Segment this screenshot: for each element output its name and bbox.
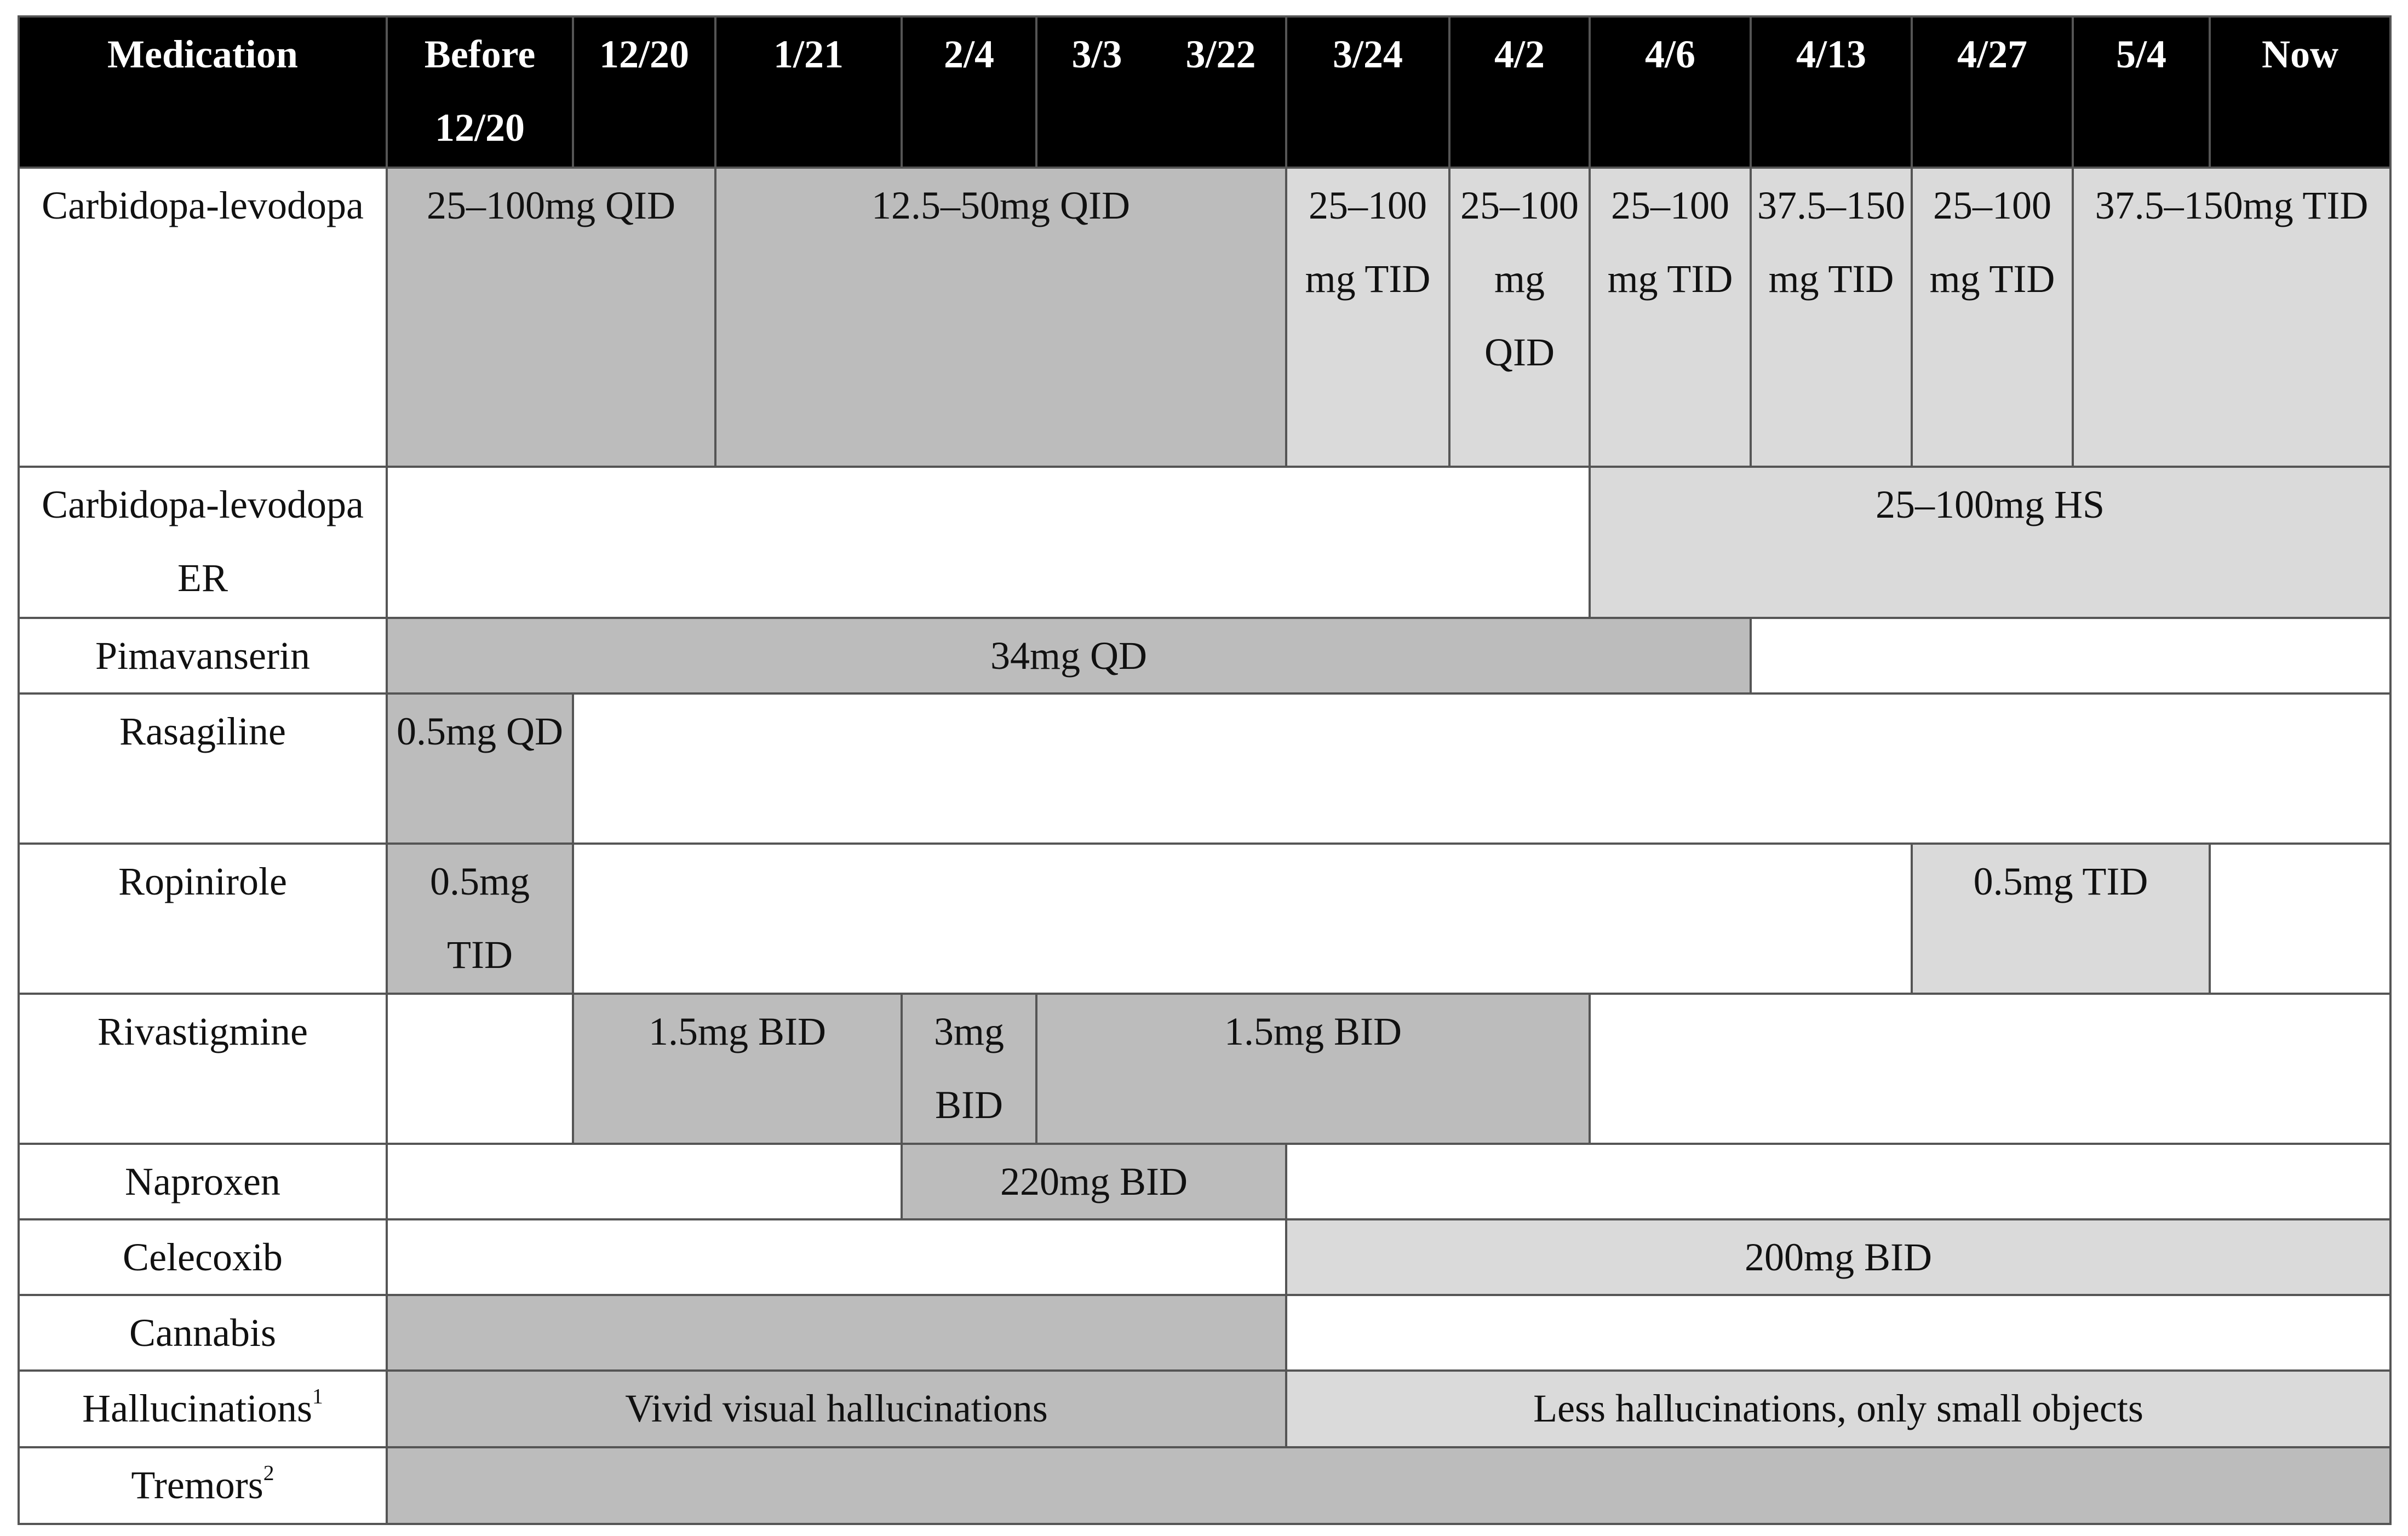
drug-name: Cannabis	[19, 1295, 387, 1371]
dose-cell: 25–100 mg TID	[1590, 168, 1751, 467]
medication-timeline-table	[18, 15, 2392, 1525]
header-date-4-6: 4/6	[1590, 16, 1751, 168]
dose-cell: 200mg BID	[1286, 1219, 2390, 1295]
row-naproxen	[19, 1144, 2390, 1219]
drug-name: Carbidopa-levodopa ER	[19, 467, 387, 618]
dose-cell: 37.5–150mg TID	[2073, 168, 2390, 467]
empty-cell	[573, 844, 1912, 994]
empty-cell	[387, 467, 1590, 618]
tremors-label: Tremors	[131, 1463, 263, 1507]
empty-cell	[573, 694, 2390, 844]
dose-cell: 12.5–50mg QID	[715, 168, 1286, 467]
dose-cell: 0.5mg TID	[1912, 844, 2210, 994]
symptom-cell	[387, 1447, 2390, 1524]
drug-name	[19, 1447, 387, 1524]
row-tremors	[19, 1447, 2390, 1524]
drug-name	[19, 1371, 387, 1447]
symptom-cell: Less hallucinations, only small objects	[1286, 1371, 2390, 1447]
header-date-2-4: 2/4	[902, 16, 1036, 168]
row-celecoxib	[19, 1219, 2390, 1295]
header-date-1-21: 1/21	[715, 16, 902, 168]
header-date-3-3: 3/3	[1071, 32, 1122, 76]
row-carbidopa-levodopa-er	[19, 467, 2390, 618]
drug-name: Rivastigmine	[19, 994, 387, 1144]
dose-cell: 34mg QD	[387, 618, 1751, 694]
row-carbidopa-levodopa	[19, 168, 2390, 467]
dose-cell: 25–100 mg TID	[1912, 168, 2073, 467]
empty-cell	[387, 994, 573, 1144]
header-row	[19, 16, 2390, 168]
drug-name: Ropinirole	[19, 844, 387, 994]
dose-cell: 0.5mg QD	[387, 694, 573, 844]
dose-cell: 25–100mg HS	[1590, 467, 2390, 618]
footnote-marker: 1	[312, 1384, 323, 1408]
empty-cell	[387, 1219, 1286, 1295]
drug-name: Pimavanserin	[19, 618, 387, 694]
empty-cell	[1286, 1295, 2390, 1371]
use-cell	[387, 1295, 1286, 1371]
header-date-5-4: 5/4	[2073, 16, 2210, 168]
row-hallucinations	[19, 1371, 2390, 1447]
dose-cell: 0.5mg TID	[387, 844, 573, 994]
dose-cell: 220mg BID	[902, 1144, 1286, 1219]
dose-cell: 25–100 mg TID	[1286, 168, 1449, 467]
header-date-now: Now	[2210, 16, 2390, 168]
dose-cell: 1.5mg BID	[573, 994, 902, 1144]
header-date-3-22: 3/22	[1185, 32, 1256, 76]
dose-cell: 3mg BID	[902, 994, 1036, 1144]
empty-cell	[1286, 1144, 2390, 1219]
row-rasagiline	[19, 694, 2390, 844]
footnote-marker: 2	[263, 1460, 274, 1485]
header-date-3-24: 3/24	[1286, 16, 1449, 168]
empty-cell	[1751, 618, 2390, 694]
empty-cell	[1590, 994, 2390, 1144]
header-date-4-2: 4/2	[1449, 16, 1590, 168]
header-date-4-27: 4/27	[1912, 16, 2073, 168]
empty-cell	[387, 1144, 902, 1219]
header-date-before-12-20: Before 12/20	[387, 16, 573, 168]
header-date-4-13: 4/13	[1751, 16, 1912, 168]
drug-name: Naproxen	[19, 1144, 387, 1219]
symptom-cell: Vivid visual hallucinations	[387, 1371, 1286, 1447]
row-ropinirole	[19, 844, 2390, 994]
drug-name: Rasagiline	[19, 694, 387, 844]
row-rivastigmine	[19, 994, 2390, 1144]
dose-cell: 25–100 mg QID	[1449, 168, 1590, 467]
header-date-3-3-3-22	[1036, 16, 1286, 168]
dose-cell: 37.5–150 mg TID	[1751, 168, 1912, 467]
drug-name: Celecoxib	[19, 1219, 387, 1295]
dose-cell: 25–100mg QID	[387, 168, 715, 467]
header-date-12-20: 12/20	[573, 16, 715, 168]
header-medication: Medication	[19, 16, 387, 168]
row-cannabis	[19, 1295, 2390, 1371]
dose-cell: 1.5mg BID	[1036, 994, 1590, 1144]
empty-cell	[2210, 844, 2390, 994]
row-pimavanserin	[19, 618, 2390, 694]
hallucinations-label: Hallucinations	[82, 1386, 313, 1430]
drug-name: Carbidopa-levodopa	[19, 168, 387, 467]
